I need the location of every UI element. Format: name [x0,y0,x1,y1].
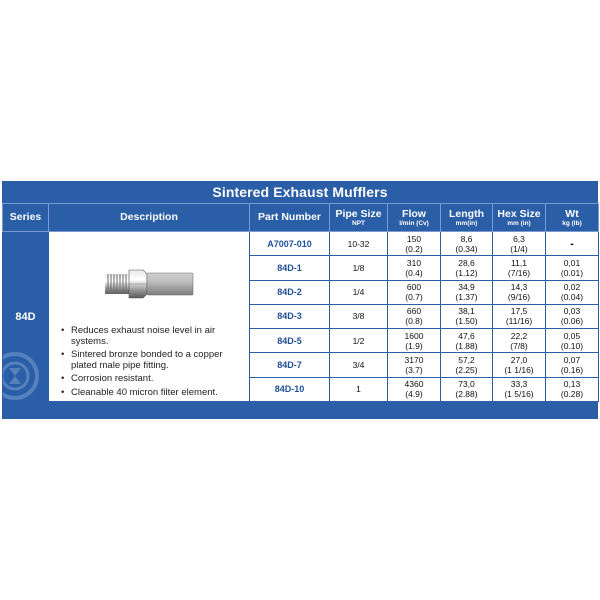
header-wt-unit: kg (lb) [562,219,582,227]
wt-cell: - [546,232,599,256]
flow-cell: 3170 (3.7) [388,353,441,377]
length-cell: 38,1 (1.50) [441,304,493,328]
hex-size-cell: 17,5 (11/16) [493,304,546,328]
specs-table [2,203,599,402]
hex-size-cell: 27,0 (1 1/16) [493,353,546,377]
hex-size-cell: 22,2 (7/8) [493,329,546,353]
hex-size-cell: 33,3 (1 5/16) [493,377,546,401]
wt-cell: 0,13 (0.28) [546,377,599,401]
part-number-cell: 84D-5 [250,329,330,353]
hex-size-cell: 14,3 (9/16) [493,280,546,304]
flow-cell: 150 (0.2) [388,232,441,256]
part-number-cell: 84D-7 [250,353,330,377]
length-cell: 28,6 (1.12) [441,256,493,280]
length-cell: 8,6 (0.34) [441,232,493,256]
feature-item: • Reduces exhaust noise level in air systems. [71,326,243,347]
header-hex-size: Hex Size mm (in) [493,204,546,232]
wt-cell: 0,02 (0.04) [546,280,599,304]
spec-sheet [2,181,598,419]
pipe-size-cell: 1/2 [330,329,388,353]
feature-list [55,326,243,398]
hex-size-cell: 11,1 (7/16) [493,256,546,280]
pipe-size-cell: 3/8 [330,304,388,328]
header-row [3,204,599,232]
pipe-size-cell: 1 [330,377,388,401]
flow-cell: 1600 (1.9) [388,329,441,353]
table-title: Sintered Exhaust Mufflers [212,184,388,200]
header-wt: Wt kg (lb) [546,204,599,232]
hex-size-cell: 6,3 (1/4) [493,232,546,256]
feature-item: • Cleanable 40 micron filter element. [71,388,243,399]
series-cell [3,232,49,402]
flow-cell: 4360 (4.9) [388,377,441,401]
wt-cell: 0,05 (0.10) [546,329,599,353]
header-flow-unit: l/min (Cv) [399,219,429,227]
pipe-size-cell: 1/8 [330,256,388,280]
pipe-size-cell: 1/4 [330,280,388,304]
wt-cell: 0,03 (0.06) [546,304,599,328]
part-number-cell: 84D-2 [250,280,330,304]
feature-item: • Sintered bronze bonded to a copper plated male pipe fitting. [71,350,243,371]
header-description: Description [49,204,250,232]
header-pipe-size: Pipe Size NPT [330,204,388,232]
pipe-size-cell: 10-32 [330,232,388,256]
wt-cell: 0,07 (0.16) [546,353,599,377]
table-row [3,232,599,256]
header-length-unit: mm(in) [455,219,478,227]
length-cell: 34,9 (1.37) [441,280,493,304]
feature-item: • Corrosion resistant. [71,374,243,385]
header-pipe-size-unit: NPT [352,219,365,227]
length-cell: 57,2 (2.25) [441,353,493,377]
wt-cell: 0,01 (0.01) [546,256,599,280]
header-hex-size-unit: mm (in) [507,219,531,227]
length-cell: 47,6 (1.88) [441,329,493,353]
flow-cell: 310 (0.4) [388,256,441,280]
pipe-size-cell: 3/4 [330,353,388,377]
description-cell [49,232,250,402]
watermark-logo-icon [3,350,42,402]
part-number-cell: A7007-010 [250,232,330,256]
part-number-cell: 84D-3 [250,304,330,328]
part-number-cell: 84D-1 [250,256,330,280]
length-cell: 73,0 (2.88) [441,377,493,401]
flow-cell: 600 (0.7) [388,280,441,304]
header-flow: Flow l/min (Cv) [388,204,441,232]
muffler-fitting-image [99,260,199,308]
header-length: Length mm(in) [441,204,493,232]
part-number-cell: 84D-10 [250,377,330,401]
series-label: 84D [15,310,36,323]
flow-cell: 660 (0.8) [388,304,441,328]
header-series: Series [3,204,49,232]
header-part-number: Part Number [250,204,330,232]
